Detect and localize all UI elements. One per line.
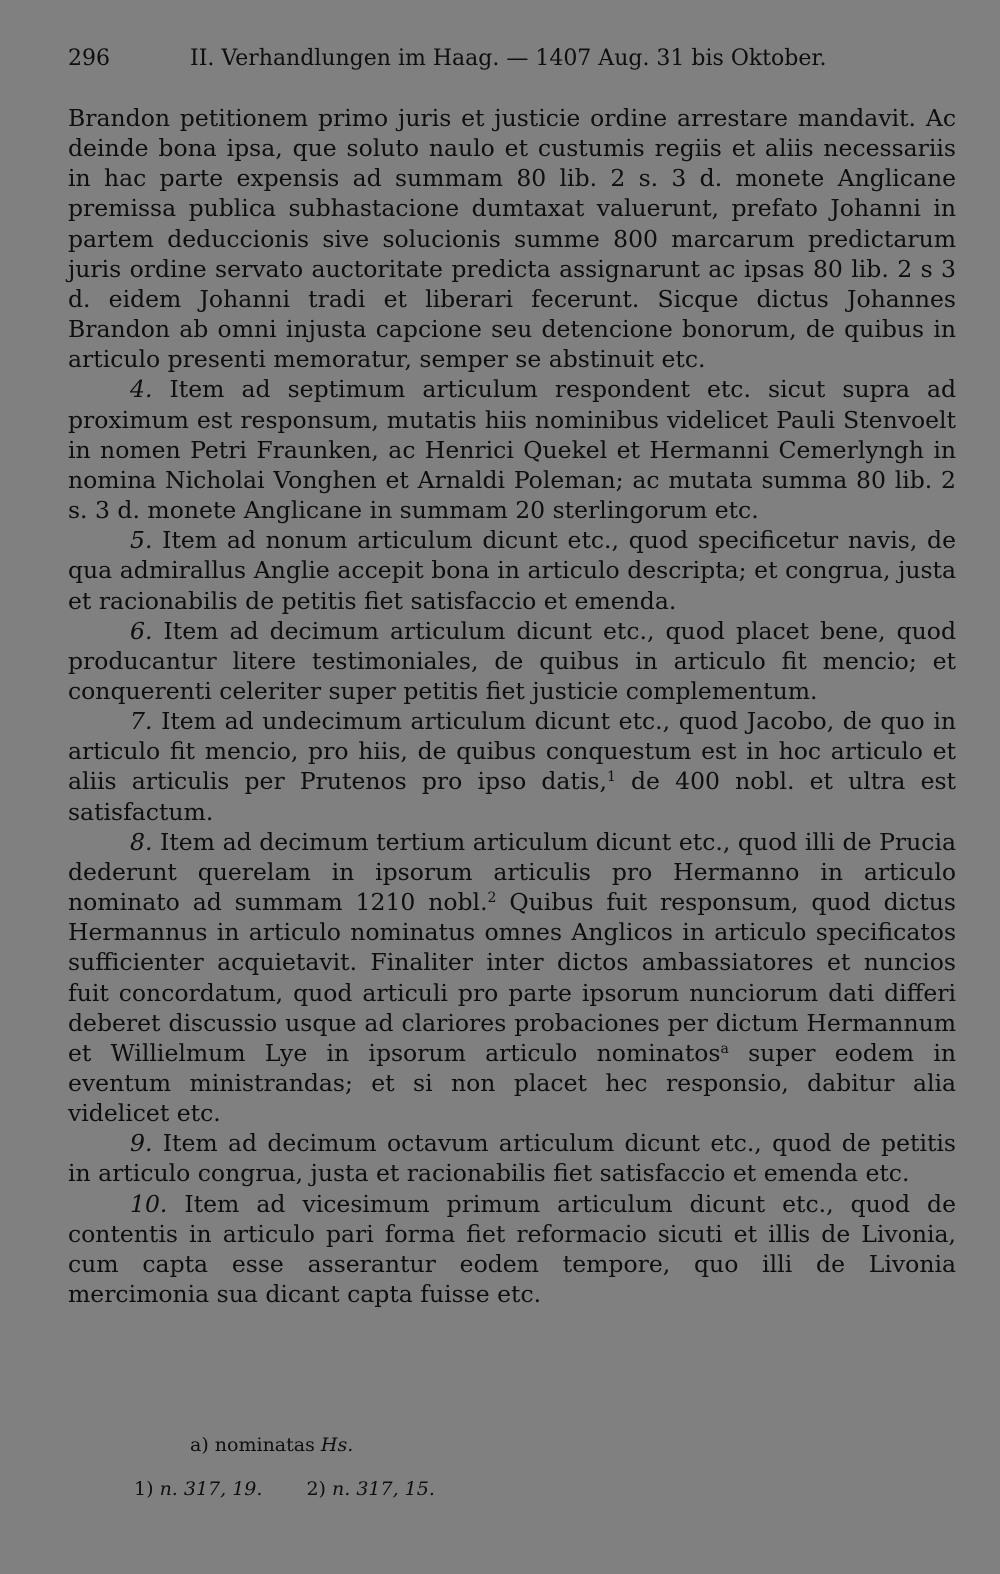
article-number: 6. bbox=[130, 616, 153, 645]
footnote-source: Hs. bbox=[320, 1434, 354, 1456]
page-number: 296 bbox=[68, 46, 110, 71]
paragraph-text: de 400 nobl. et ultra est satisfactum. bbox=[68, 767, 956, 826]
paragraph-text: Item ad vicesimum primum articulum dicunt etc., quod de contentis in articulo pari forma fiet reformacio sicuti et illis de Livonia, cum capta esse asserantur eodem tempore, quo illi de Livonia mercimonia sua dicant capta fuisse etc. bbox=[68, 1189, 956, 1309]
article-8 bbox=[68, 827, 956, 1129]
paragraph-text: Item ad nonum articulum dicunt etc., quod specificetur navis, de qua admirallus Anglie accepit bona in articulo descripta; et congrua, justa et racionabilis de petitis fiet satisfaccio et emenda. bbox=[68, 526, 956, 615]
page-header bbox=[68, 44, 958, 74]
footnote-ref: 2 bbox=[487, 890, 497, 907]
paragraph-text: Item ad undecimum articulum dicunt etc., quod Jacobo, de quo in articulo fit mencio, pro hiis, de quibus conquestum est in hoc articulo et aliis articulis per Prutenos pro ipso datis, bbox=[68, 707, 956, 796]
paragraph-text: Item ad decimum tertium articulum dicunt etc., quod illi de Prucia dederunt querelam in ipsorum articulis pro Hermanno in articulo nominato ad summam 1210 nobl. bbox=[68, 827, 956, 917]
footnote-ref: 1 bbox=[606, 769, 616, 786]
article-9 bbox=[68, 1128, 956, 1188]
paragraph-text: Brandon petitionem primo juris et justicie ordine arrestare mandavit. Ac deinde bona ipsa, que soluto naulo et custumis regiis et aliis necessariis in hac parte expensis ad summam 80 lib. 2 s. 3 d. monete Anglicane premissa publica subhastacione dumtaxat valuerunt, prefato Johanni in partem deduccionis sive solucionis summe 800 marcarum predictarum juris ordine servato auctoritate predicta assignarunt ac ipsas 80 lib. 2 s 3 d. eidem Johanni tradi et liberari fecerunt. Sicque dictus Johannes Brandon ab omni injusta capcione seu detencione bonorum, de quibus in articulo presenti memoratur, semper se abstinuit etc. bbox=[68, 104, 956, 374]
article-7 bbox=[68, 706, 956, 827]
article-5 bbox=[68, 525, 956, 615]
running-head: II. Verhandlungen im Haag. — 1407 Aug. 31 bis Oktober. bbox=[190, 46, 827, 71]
article-number: 4. bbox=[130, 375, 153, 404]
footnote-1-mark: 1) bbox=[134, 1478, 154, 1500]
footnote-2-mark: 2) bbox=[306, 1478, 326, 1500]
paragraph-text: Item ad septimum articulum respondent etc. sicut supra ad proximum est responsum, mutatis hiis nominibus videlicet Pauli Stenvoelt in nomen Petri Fraunken, ac Henrici Quekel et Hermanni Cemerlyngh in nomina Nicholai Vonghen et Arnaldi Poleman; ac mutata summa 80 lib. 2 s. 3 d. monete Anglicane in summam 20 sterlingorum etc. bbox=[68, 375, 956, 525]
article-4 bbox=[68, 374, 956, 525]
article-number: 9. bbox=[130, 1129, 153, 1158]
article-10 bbox=[68, 1189, 956, 1310]
article-number: 7. bbox=[130, 707, 153, 736]
main-text bbox=[68, 103, 956, 1309]
footnote-text: nominatas bbox=[214, 1434, 315, 1456]
paragraph-text: super eodem in eventum ministrandas; et si non placet hec responsio, dabitur alia videlicet etc. bbox=[68, 1038, 956, 1128]
article-number: 8. bbox=[130, 827, 153, 856]
paragraph-continuation bbox=[68, 103, 956, 374]
paragraph-text: Item ad decimum octavum articulum dicunt etc., quod de petitis in articulo congrua, justa et racionabilis fiet satisfaccio et emenda etc. bbox=[68, 1129, 956, 1188]
footnote-2-ref: n. 317, 15. bbox=[332, 1478, 435, 1500]
article-number: 5. bbox=[130, 526, 153, 555]
article-6 bbox=[68, 616, 956, 706]
article-number: 10. bbox=[130, 1189, 168, 1218]
footnote-1-ref: n. 317, 19. bbox=[159, 1478, 263, 1500]
footnote-ref: a bbox=[720, 1040, 729, 1057]
footnotes-numbered bbox=[134, 1476, 435, 1502]
footnote-a bbox=[190, 1432, 353, 1458]
paragraph-text: Quibus fuit responsum, quod dictus Hermannus in articulo nominatus omnes Anglicos in articulo specificatos sufficienter acquietavit. Finaliter inter dictos ambassiatores et nuncios fuit concordatum, quod articuli pro parte ipsorum nunciorum dati differi deberet discussio usque ad clariores probaciones per dictum Hermannum et Willielmum Lye in ipsorum articulo nominatos bbox=[68, 888, 956, 1067]
paragraph-text: Item ad decimum articulum dicunt etc., quod placet bene, quod producantur litere testimoniales, de quibus in articulo fit mencio; et conquerenti celeriter super petitis fiet justicie complementum. bbox=[68, 616, 956, 705]
footnote-mark: a) bbox=[190, 1434, 209, 1456]
